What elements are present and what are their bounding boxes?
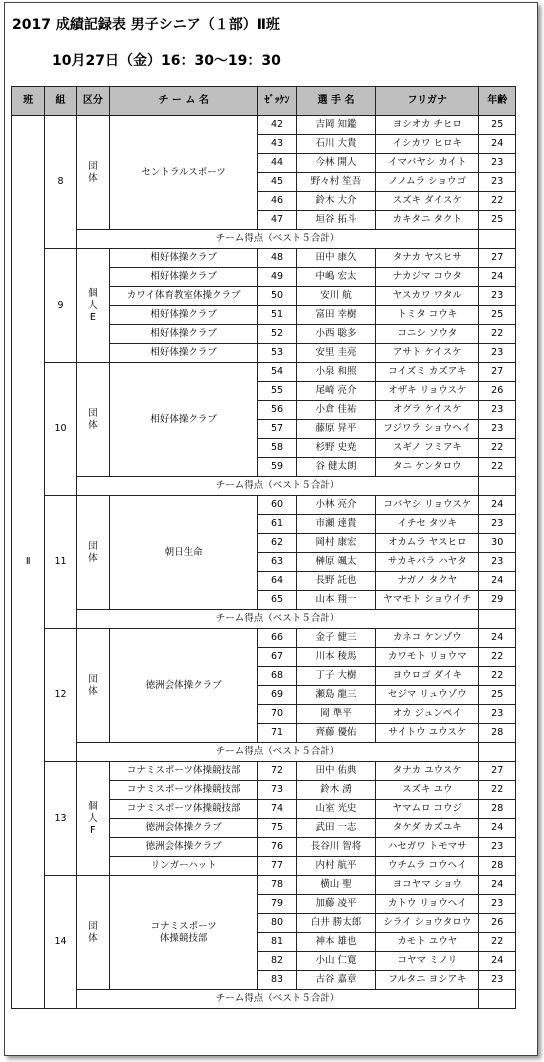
- player-name: 横山 聖: [296, 876, 375, 895]
- col-bib: ｾﾞｯｹﾝ: [258, 87, 297, 116]
- player-name: 野々村 笙吾: [296, 173, 375, 192]
- col-kumi: 組: [45, 87, 76, 116]
- player-name: 白井 勝太郎: [296, 914, 375, 933]
- bib-number: 53: [258, 344, 297, 363]
- player-age: 23: [479, 553, 516, 572]
- player-age: 22: [479, 933, 516, 952]
- player-age: 27: [479, 363, 516, 382]
- player-kana: サカキバラ ハヤタ: [376, 553, 479, 572]
- team-name: 相好体操クラブ: [110, 268, 258, 287]
- player-age: 23: [479, 515, 516, 534]
- bib-number: 59: [258, 458, 297, 477]
- bib-number: 44: [258, 154, 297, 173]
- player-name: 市瀬 達貴: [296, 515, 375, 534]
- player-age: 23: [479, 971, 516, 990]
- player-kana: ノノムラ ショウゴ: [376, 173, 479, 192]
- table-row: [12, 629, 516, 648]
- bib-number: 65: [258, 591, 297, 610]
- kubun-char: 団: [88, 673, 98, 685]
- kubun-char: 体: [88, 685, 98, 697]
- player-kana: オグラ ケイスケ: [376, 401, 479, 420]
- player-name: 武田 一志: [296, 819, 375, 838]
- player-kana: ウチムラ コウヘイ: [376, 857, 479, 876]
- player-kana: タナカ ヤスヒサ: [376, 249, 479, 268]
- player-kana: タケダ カズユキ: [376, 819, 479, 838]
- player-kana: オカムラ ヤスヒロ: [376, 534, 479, 553]
- kubun-cell: [76, 496, 109, 610]
- table-row: [12, 876, 516, 895]
- bib-number: 62: [258, 534, 297, 553]
- team-score-value: [479, 230, 516, 249]
- col-team: チ ー ム 名: [110, 87, 258, 116]
- player-age: 22: [479, 667, 516, 686]
- bib-number: 52: [258, 325, 297, 344]
- player-name: 岡村 康宏: [296, 534, 375, 553]
- player-age: 23: [479, 154, 516, 173]
- player-age: 29: [479, 591, 516, 610]
- kumi-cell: 13: [45, 762, 76, 876]
- kumi-cell: 9: [45, 249, 76, 363]
- player-kana: イシカワ ヒロキ: [376, 135, 479, 154]
- team-name: [110, 629, 258, 743]
- player-name: 富田 幸樹: [296, 306, 375, 325]
- player-kana: ハセガワ トモマサ: [376, 838, 479, 857]
- col-age: 年齢: [479, 87, 516, 116]
- player-kana: スギノ フミアキ: [376, 439, 479, 458]
- player-name: 丁子 大樹: [296, 667, 375, 686]
- kubun-char: 団: [88, 920, 98, 932]
- player-kana: スズキ ダイスケ: [376, 192, 479, 211]
- bib-number: 48: [258, 249, 297, 268]
- player-name: 藤原 昇平: [296, 420, 375, 439]
- bib-number: 78: [258, 876, 297, 895]
- player-age: 26: [479, 382, 516, 401]
- player-name: 今林 開人: [296, 154, 375, 173]
- bib-number: 83: [258, 971, 297, 990]
- team-score-row: [12, 743, 516, 762]
- player-age: 22: [479, 192, 516, 211]
- kumi-cell: 8: [45, 116, 76, 249]
- bib-number: 58: [258, 439, 297, 458]
- player-name: 田中 康久: [296, 249, 375, 268]
- player-age: 26: [479, 914, 516, 933]
- table-row: [12, 363, 516, 382]
- player-name: 川本 稜馬: [296, 648, 375, 667]
- player-kana: ヨシオカ チヒロ: [376, 116, 479, 135]
- team-name: カワイ体育教室体操クラブ: [110, 287, 258, 306]
- kumi-cell: 11: [45, 496, 76, 629]
- bib-number: 64: [258, 572, 297, 591]
- kubun-cell: [76, 363, 109, 477]
- player-name: 杉野 史尭: [296, 439, 375, 458]
- table-row: [12, 496, 516, 515]
- team-score-value: [479, 477, 516, 496]
- player-name: 小西 聡多: [296, 325, 375, 344]
- player-name: 吉岡 知鑑: [296, 116, 375, 135]
- player-name: 石川 大貴: [296, 135, 375, 154]
- bib-number: 82: [258, 952, 297, 971]
- kubun-char: 体: [88, 932, 98, 944]
- bib-number: 61: [258, 515, 297, 534]
- player-age: 27: [479, 762, 516, 781]
- player-age: 30: [479, 534, 516, 553]
- header-row: [12, 87, 516, 116]
- team-score-row: [12, 477, 516, 496]
- team-name-line: セントラルスポーツ: [141, 166, 226, 178]
- kubun-char: 団: [88, 540, 98, 552]
- team-score-label: チーム得点（ベスト５合計）: [76, 743, 479, 762]
- player-kana: カネコ ケンゾウ: [376, 629, 479, 648]
- team-score-value: [479, 743, 516, 762]
- bib-number: 49: [258, 268, 297, 287]
- player-age: 25: [479, 306, 516, 325]
- team-name: コナミスポーツ体操競技部: [110, 800, 258, 819]
- kubun-char: 体: [88, 419, 98, 431]
- col-kana: フリガナ: [376, 87, 479, 116]
- kumi-cell: 10: [45, 363, 76, 496]
- kubun-char: 団: [88, 160, 98, 172]
- bib-number: 45: [258, 173, 297, 192]
- player-kana: コニシ ソウタ: [376, 325, 479, 344]
- page-title: 2017 成績記録表 男子シニア（１部）Ⅱ班: [12, 17, 280, 33]
- kubun-cell: [76, 116, 109, 230]
- player-kana: イチセ タツキ: [376, 515, 479, 534]
- team-name-line: 徳洲会体操クラブ: [145, 679, 222, 691]
- team-name-line: 相好体操クラブ: [150, 413, 217, 425]
- team-name-line: 朝日生命: [164, 546, 203, 558]
- team-name: 相好体操クラブ: [110, 306, 258, 325]
- player-age: 24: [479, 268, 516, 287]
- player-name: 小山 仁寛: [296, 952, 375, 971]
- team-score-label: チーム得点（ベスト５合計）: [76, 990, 479, 1009]
- team-name: [110, 876, 258, 990]
- player-name: 尾崎 亮介: [296, 382, 375, 401]
- player-age: 25: [479, 686, 516, 705]
- player-age: 24: [479, 876, 516, 895]
- bib-number: 51: [258, 306, 297, 325]
- player-name: 長野 託也: [296, 572, 375, 591]
- bib-number: 75: [258, 819, 297, 838]
- player-kana: サイトウ ユウスケ: [376, 724, 479, 743]
- player-age: 24: [479, 496, 516, 515]
- team-name-line: コナミスポーツ: [150, 920, 217, 932]
- player-name: 中嶋 宏太: [296, 268, 375, 287]
- player-name: 山室 光史: [296, 800, 375, 819]
- player-kana: オザキ リョウスケ: [376, 382, 479, 401]
- bib-number: 47: [258, 211, 297, 230]
- team-score-label: チーム得点（ベスト５合計）: [76, 230, 479, 249]
- player-kana: アサト ケイスケ: [376, 344, 479, 363]
- kubun-char: F: [90, 824, 96, 836]
- col-name: 選 手 名: [296, 87, 375, 116]
- bib-number: 42: [258, 116, 297, 135]
- bib-number: 81: [258, 933, 297, 952]
- player-age: 22: [479, 325, 516, 344]
- player-name: 加藤 凌平: [296, 895, 375, 914]
- player-age: 27: [479, 249, 516, 268]
- bib-number: 80: [258, 914, 297, 933]
- table-row: [12, 762, 516, 781]
- kubun-cell: [76, 249, 109, 363]
- player-name: 田中 佑典: [296, 762, 375, 781]
- team-score-label: チーム得点（ベスト５合計）: [76, 477, 479, 496]
- player-name: 鈴木 大介: [296, 192, 375, 211]
- player-age: 22: [479, 648, 516, 667]
- player-kana: ナガノ タクヤ: [376, 572, 479, 591]
- table-row: [12, 249, 516, 268]
- player-age: 23: [479, 344, 516, 363]
- team-name: [110, 496, 258, 610]
- player-age: 22: [479, 781, 516, 800]
- kubun-cell: [76, 876, 109, 990]
- player-name: 岡 準平: [296, 705, 375, 724]
- bib-number: 55: [258, 382, 297, 401]
- player-age: 23: [479, 420, 516, 439]
- player-age: 23: [479, 401, 516, 420]
- bib-number: 73: [258, 781, 297, 800]
- kubun-cell: [76, 762, 109, 876]
- player-kana: ヨウロゴ ダイキ: [376, 667, 479, 686]
- player-name: 安川 航: [296, 287, 375, 306]
- player-kana: コバヤシ リョウスケ: [376, 496, 479, 515]
- team-name: 相好体操クラブ: [110, 249, 258, 268]
- player-age: 23: [479, 705, 516, 724]
- player-name: 長谷川 智将: [296, 838, 375, 857]
- bib-number: 63: [258, 553, 297, 572]
- player-name: 榊原 颯太: [296, 553, 375, 572]
- team-name: [110, 363, 258, 477]
- player-kana: カワモト リョウマ: [376, 648, 479, 667]
- kubun-char: 人: [88, 299, 98, 311]
- player-name: 齊藤 優佑: [296, 724, 375, 743]
- player-kana: カトウ リョウヘイ: [376, 895, 479, 914]
- player-name: 古谷 嘉章: [296, 971, 375, 990]
- kubun-char: 団: [88, 407, 98, 419]
- bib-number: 77: [258, 857, 297, 876]
- bib-number: 69: [258, 686, 297, 705]
- player-kana: タナカ ユウスケ: [376, 762, 479, 781]
- player-kana: フジワラ ショウヘイ: [376, 420, 479, 439]
- kubun-char: E: [89, 311, 96, 323]
- team-score-label: チーム得点（ベスト５合計）: [76, 610, 479, 629]
- team-name: 徳洲会体操クラブ: [110, 838, 258, 857]
- kumi-cell: 12: [45, 629, 76, 762]
- player-name: 山本 翔一: [296, 591, 375, 610]
- team-name: 相好体操クラブ: [110, 344, 258, 363]
- player-kana: カモト ユウヤ: [376, 933, 479, 952]
- player-kana: ナカジマ コウタ: [376, 268, 479, 287]
- team-score-value: [479, 610, 516, 629]
- player-age: 23: [479, 838, 516, 857]
- kubun-char: 個: [88, 287, 98, 299]
- player-name: 垣谷 拓斗: [296, 211, 375, 230]
- event-datetime: 10月27日（金）16：30〜19：30: [52, 53, 281, 69]
- player-name: 小倉 佳祐: [296, 401, 375, 420]
- team-score-row: [12, 990, 516, 1009]
- han-cell: Ⅱ: [12, 116, 45, 1009]
- team-name: リンガーハット: [110, 857, 258, 876]
- player-age: 28: [479, 857, 516, 876]
- team-name: コナミスポーツ体操競技部: [110, 781, 258, 800]
- player-kana: スズキ ユウ: [376, 781, 479, 800]
- bib-number: 56: [258, 401, 297, 420]
- team-name: [110, 116, 258, 230]
- bib-number: 66: [258, 629, 297, 648]
- player-name: 安里 圭亮: [296, 344, 375, 363]
- player-name: 神本 雄也: [296, 933, 375, 952]
- col-han: 班: [12, 87, 45, 116]
- bib-number: 74: [258, 800, 297, 819]
- player-name: 瀬島 龍三: [296, 686, 375, 705]
- bib-number: 79: [258, 895, 297, 914]
- team-name: コナミスポーツ体操競技部: [110, 762, 258, 781]
- bib-number: 46: [258, 192, 297, 211]
- player-age: 25: [479, 116, 516, 135]
- bib-number: 67: [258, 648, 297, 667]
- player-age: 22: [479, 439, 516, 458]
- bib-number: 50: [258, 287, 297, 306]
- bib-number: 60: [258, 496, 297, 515]
- player-name: 鈴木 湧: [296, 781, 375, 800]
- kubun-char: 個: [88, 800, 98, 812]
- table-row: [12, 116, 516, 135]
- player-age: 24: [479, 629, 516, 648]
- team-score-row: [12, 230, 516, 249]
- player-name: 谷 健太朗: [296, 458, 375, 477]
- bib-number: 71: [258, 724, 297, 743]
- player-kana: カキタニ タクト: [376, 211, 479, 230]
- team-score-row: [12, 610, 516, 629]
- player-age: 28: [479, 724, 516, 743]
- player-age: 25: [479, 211, 516, 230]
- player-kana: オカ ジュンペイ: [376, 705, 479, 724]
- player-age: 23: [479, 895, 516, 914]
- bib-number: 68: [258, 667, 297, 686]
- player-kana: コイズミ カズアキ: [376, 363, 479, 382]
- kubun-char: 人: [88, 812, 98, 824]
- results-table: [11, 86, 516, 1009]
- col-kubun: 区分: [76, 87, 109, 116]
- player-name: 小林 亮介: [296, 496, 375, 515]
- player-age: 24: [479, 952, 516, 971]
- bib-number: 57: [258, 420, 297, 439]
- player-kana: セジマ リュウゾウ: [376, 686, 479, 705]
- team-name: 徳洲会体操クラブ: [110, 819, 258, 838]
- player-kana: ヤマモト ショウイチ: [376, 591, 479, 610]
- player-kana: シライ ショウタロウ: [376, 914, 479, 933]
- player-kana: コヤマ ミノリ: [376, 952, 479, 971]
- team-score-value: [479, 990, 516, 1009]
- player-kana: フルタニ ヨシアキ: [376, 971, 479, 990]
- player-name: 金子 健三: [296, 629, 375, 648]
- player-kana: イマバヤシ カイト: [376, 154, 479, 173]
- bib-number: 70: [258, 705, 297, 724]
- player-kana: トミタ コウキ: [376, 306, 479, 325]
- player-kana: ヤスカワ ワタル: [376, 287, 479, 306]
- kubun-char: 体: [88, 172, 98, 184]
- player-age: 23: [479, 287, 516, 306]
- player-kana: ヨコヤマ ショウ: [376, 876, 479, 895]
- team-name-line: 体操競技部: [159, 932, 208, 944]
- team-name: 相好体操クラブ: [110, 325, 258, 344]
- player-kana: タニ ケンタロウ: [376, 458, 479, 477]
- bib-number: 76: [258, 838, 297, 857]
- player-age: 24: [479, 819, 516, 838]
- player-age: 28: [479, 800, 516, 819]
- player-name: 内村 航平: [296, 857, 375, 876]
- bib-number: 54: [258, 363, 297, 382]
- player-name: 小泉 和照: [296, 363, 375, 382]
- player-kana: ヤマムロ コウジ: [376, 800, 479, 819]
- kumi-cell: 14: [45, 876, 76, 1009]
- player-age: 24: [479, 572, 516, 591]
- player-age: 22: [479, 458, 516, 477]
- kubun-char: 体: [88, 552, 98, 564]
- bib-number: 43: [258, 135, 297, 154]
- bib-number: 72: [258, 762, 297, 781]
- player-age: 24: [479, 135, 516, 154]
- player-age: 23: [479, 173, 516, 192]
- kubun-cell: [76, 629, 109, 743]
